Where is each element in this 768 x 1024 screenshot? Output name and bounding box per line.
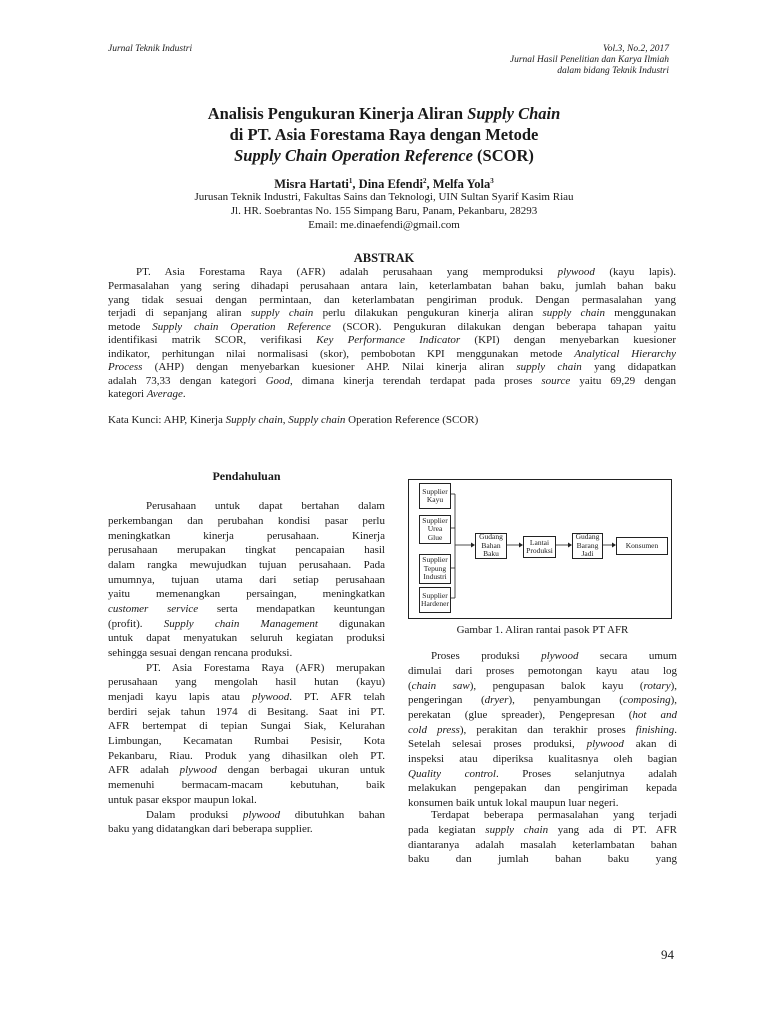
body-line: sehingga sesuai dengan rencana produksi. [108, 647, 293, 659]
abstract-line: identifikasi matrik SCOR, verifikasi Key Performance Indicator (KPI) dengan menyebarkan kuesioner [108, 334, 676, 346]
abstract-line: yang tidak sesuai dengan permintaan, dan keterlambatan pengiriman produk. Dengan permasalahan yang [108, 294, 676, 306]
body-line: Limbungan, Kecamatan Rumbai Pesisir, Kota [108, 735, 385, 747]
abstract-line: kategori Average. [108, 388, 186, 400]
title-line-3: Supply Chain Operation Reference (SCOR) [234, 146, 534, 165]
body-line: Pekanbaru, Riau. Produk yang dihasilkan oleh PT. [108, 750, 385, 762]
body-line: dalam rangka mewujudkan tujuan perusahaan. Pada [108, 559, 385, 571]
author-list: Misra Hartati$^1$, Dina Efendi$^2$, Melfa Yola$^3$ [274, 177, 494, 192]
abstract-line: Permasalahan yang sering dihadapi perusahaan antara lain, keterlambatan bahan baku, jumlah bahan baku [108, 280, 676, 292]
body-line: baku dan jumlah bahan baku yang [408, 853, 677, 865]
body-line: (chain saw), pengupasan balok kayu (rotary), [408, 680, 677, 692]
body-line: Setelah selesai proses produksi, plywood akan di [408, 738, 677, 750]
body-line: perusahaan merupakan tingkat pencapaian hasil [108, 544, 385, 556]
body-line: (profit). Supply chain Management digunakan [108, 618, 386, 630]
body-line: melakukan pengepakan dan pengiriman kepada [408, 782, 677, 794]
body-line: umumnya, tujuan utama dari setiap perusahaan [108, 574, 385, 586]
body-line: perkembangan dan perubahan kondisi pasar perlu [108, 515, 385, 527]
header-subtitle-1: Jurnal Hasil Penelitian dan Karya Ilmiah [509, 55, 669, 65]
body-line: untuk dapat menyatukan seluruh kegiatan produksi [108, 632, 385, 644]
node-gudang-barang-jadi: Gudang Barang Jadi [572, 533, 603, 559]
node-supplier-hardener: Supplier Hardener [419, 587, 451, 613]
node-konsumen: Konsumen [616, 537, 668, 555]
title-line-1: Analisis Pengukuran Kinerja Aliran Supply Chain [207, 104, 561, 123]
abstract-line: indikator, perhitungan nilai normalisasi (skor), pembobotan KPI menggunakan metode Analytical Hierarchy [108, 348, 676, 360]
author-affiliation: Jurusan Teknik Industri, Fakultas Sains dan Teknologi, UIN Sultan Syarif Kasim Riau [194, 191, 574, 203]
body-line: berdiri sejak tahun 1974 di Besitang. Saat ini PT. [108, 706, 385, 718]
header-subtitle-2: dalam bidang Teknik Industri [557, 66, 669, 76]
body-line: customer service serta mendapatkan keuntungan [108, 603, 385, 615]
body-line: memenuhi bermacam-macam kebutuhan, baik [108, 779, 385, 791]
body-line: pengeringan (dryer), penyambungan (composing), [408, 694, 678, 706]
body-line: perekatan (glue spreader), Pengepresan (hot and [408, 709, 677, 721]
body-line: dimulai dari proses pemotongan kayu atau log [408, 665, 677, 677]
abstract-line: PT. Asia Forestama Raya (AFR) adalah perusahaan yang memproduksi plywood (kayu lapis). [136, 266, 676, 278]
node-gudang-bahan-baku: Gudang Bahan Baku [475, 533, 507, 559]
title-line-2: di PT. Asia Forestama Raya dengan Metode [229, 125, 539, 144]
body-line: Perusahaan untuk dapat bertahan dalam [146, 500, 385, 512]
body-line: perusahaan yang mengolah hasil hutan (kayu) [108, 676, 385, 688]
body-line: baku yang didatangkan dari beberapa supplier. [108, 823, 313, 835]
running-header-issue [510, 44, 669, 77]
body-line: Terdapat beberapa permasalahan yang terjadi [431, 809, 677, 821]
node-supplier-kayu: Supplier Kayu [419, 483, 451, 509]
body-line: meningkatkan kinerja perusahaan. Kinerja [108, 530, 385, 542]
header-volume: Vol.3, No.2, 2017 [603, 44, 669, 54]
abstract-line: terjadi di sepanjang aliran supply chain perlu dilakukan pengukuran kinerja aliran supply chain menggunakan [108, 307, 676, 319]
node-supplier-tepung-industri: Supplier Tepung Industri [419, 554, 451, 584]
abstract-line: Process (AHP) dengan menyebarkan kuesioner AHP. Nilai kinerja aliran supply chain yang didapatkan [108, 361, 676, 373]
abstract-line: metode Supply chain Operation Reference (SCOR). Pengukuran dilakukan dengan beberapa tahapan yaitu [108, 321, 676, 333]
abstract-line: adalah 73,33 dengan kategori Good, dimana kinerja terendah terdapat pada proses source yaitu 69,29 dengan [108, 375, 676, 387]
figure-caption: Gambar 1. Aliran rantai pasok PT AFR [456, 624, 629, 636]
body-line: Proses produksi plywood secara umum [431, 650, 677, 662]
figure-supply-chain-diagram [408, 479, 672, 619]
author-email: Email: me.dinaefendi@gmail.com [308, 219, 460, 231]
body-line: Dalam produksi plywood dibutuhkan bahan [146, 809, 385, 821]
body-line: pada kegiatan supply chain yang ada di PT. AFR [408, 824, 678, 836]
node-supplier-urea-glue: Supplier Urea Glue [419, 515, 451, 544]
body-line: AFR adalah plywood dengan berbagai ukuran untuk [108, 764, 385, 776]
body-line: diantaranya adalah masalah keterlambatan bahan [408, 839, 677, 851]
running-header-journal: Jurnal Teknik Industri [108, 44, 193, 54]
body-line: PT. Asia Forestama Raya (AFR) merupakan [146, 662, 385, 674]
page-number: 94 [661, 947, 674, 962]
node-lantai-produksi: Lantai Produksi [523, 536, 556, 558]
author-address: Jl. HR. Soebrantas No. 155 Simpang Baru, Panam, Pekanbaru, 28293 [230, 205, 538, 217]
abstract-heading: ABSTRAK [353, 251, 415, 265]
body-line: untuk pasar ekspor maupun lokal. [108, 794, 257, 806]
keywords: Kata Kunci: AHP, Kinerja Supply chain, Supply chain Operation Reference (SCOR) [108, 414, 479, 426]
body-line: cold press), perakitan dan terakhir proses finishing. [408, 724, 677, 736]
body-line: inspeksi atau diperiksa kualitasnya oleh bagian [408, 753, 677, 765]
body-line: menjadi kayu lapis atau plywood. PT. AFR telah [108, 691, 385, 703]
section-heading-pendahuluan: Pendahuluan [212, 469, 281, 483]
body-line: AFR bertempat di tepian Sungai Siak, Kelurahan [108, 720, 385, 732]
body-line: yaitu memenangkan persaingan, meningkatkan [108, 588, 385, 600]
body-line: konsumen baik untuk lokal maupun luar negeri. [408, 797, 619, 809]
body-line: Quality control. Proses selanjutnya adalah [408, 768, 677, 780]
